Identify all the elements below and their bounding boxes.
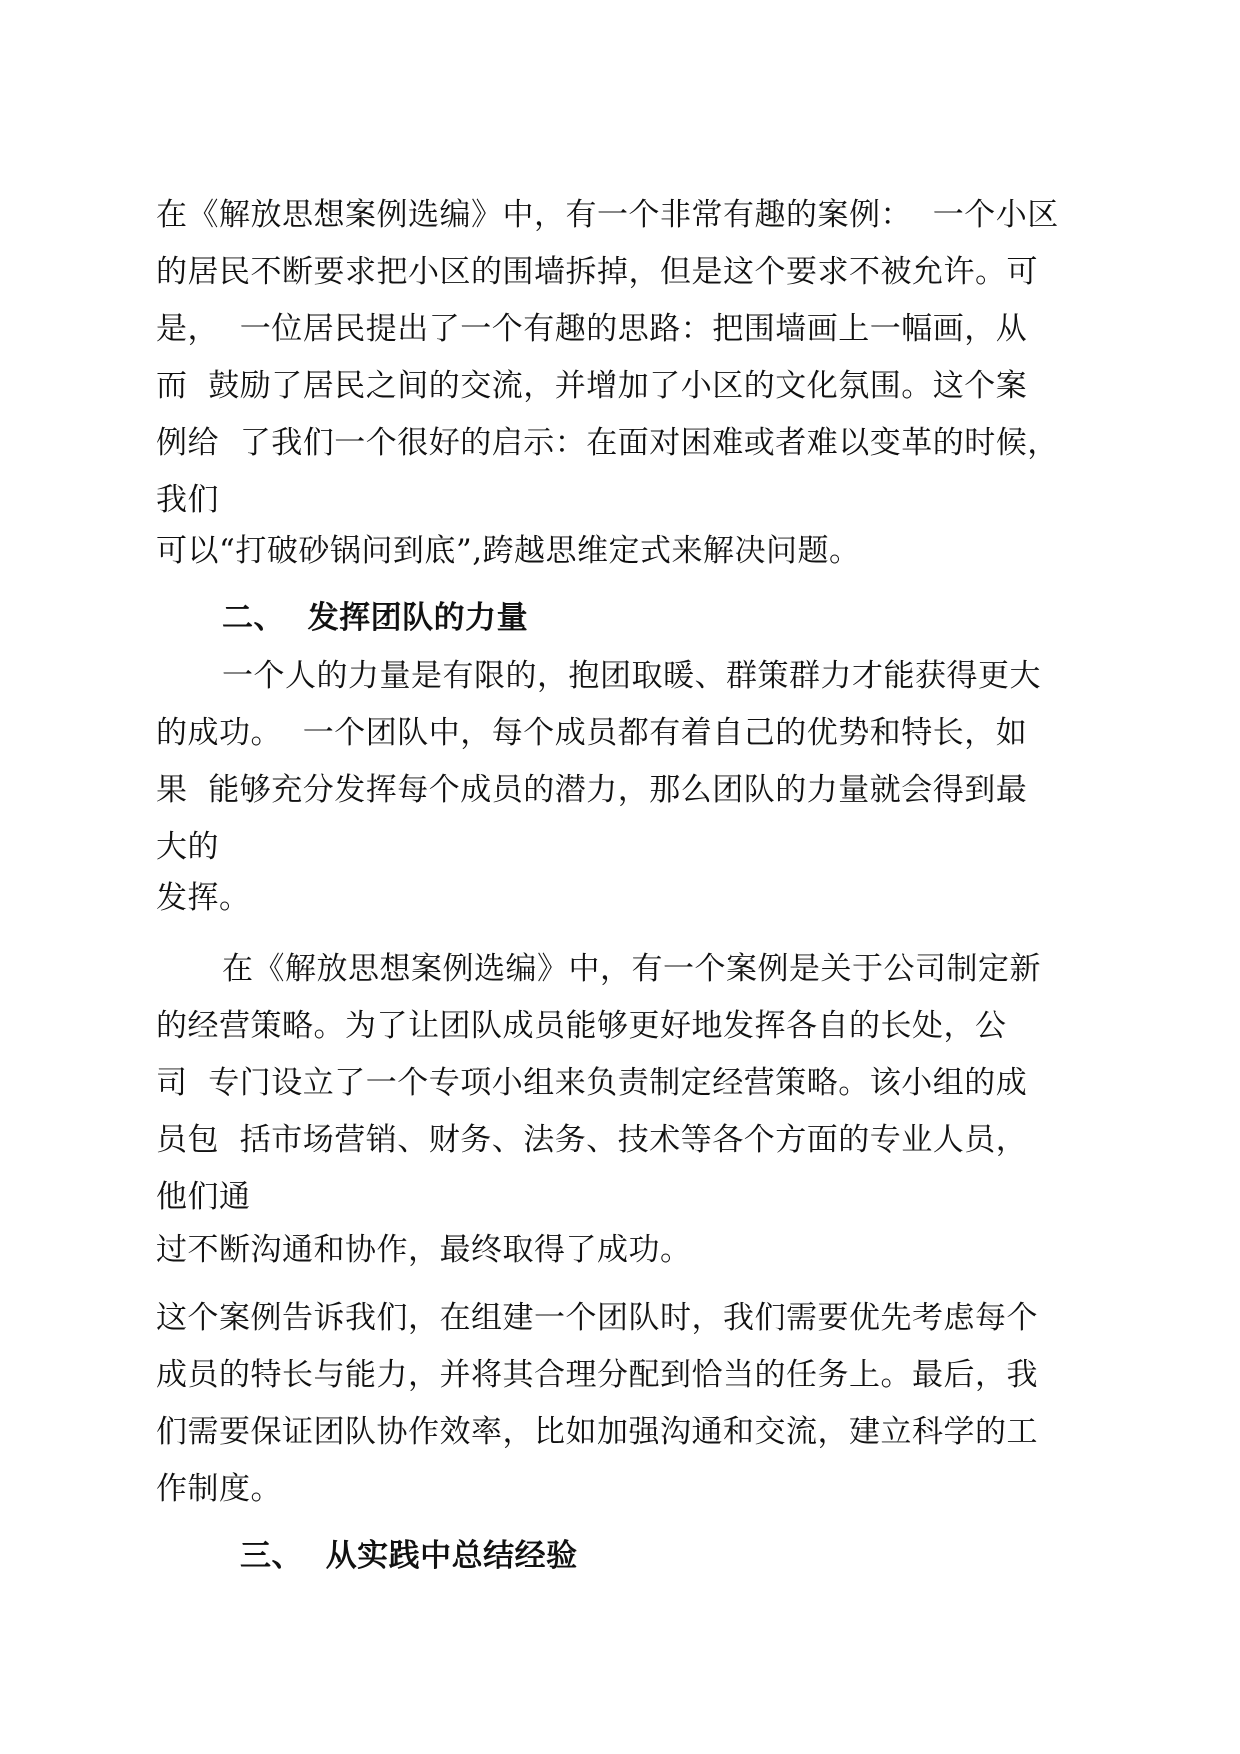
para1-line-2: 的居民不断要求把小区的围墙拆掉，但是这个要求不被允许。可 xyxy=(156,254,1038,290)
para3-line-2: 的经营策略。为了让团队成员能够更好地发挥各自的长处，公 xyxy=(156,1008,1007,1044)
para2-line-5: 发挥。 xyxy=(156,880,251,916)
para3-line-5: 他们通 xyxy=(156,1179,251,1215)
section-heading-2: 二、 发挥团队的力量 xyxy=(222,600,529,636)
para1-line-5: 例给 了我们一个很好的启示：在面对困难或者难以变革的时候， xyxy=(156,425,1059,461)
para1-line-1: 在《解放思想案例选编》中，有一个非常有趣的案例： 一个小区 xyxy=(156,197,1059,233)
para3-line-3: 司 专门设立了一个专项小组来负责制定经营策略。该小组的成 xyxy=(156,1065,1028,1101)
para3-line-4: 员包 括市场营销、财务、法务、技术等各个方面的专业人员， xyxy=(156,1122,1028,1158)
para2-line-2: 的成功。 一个团队中，每个成员都有着自己的优势和特长，如 xyxy=(156,715,1028,751)
para4-line-3: 们需要保证团队协作效率，比如加强沟通和交流，建立科学的工 xyxy=(156,1414,1038,1450)
para3-line-6: 过不断沟通和协作，最终取得了成功。 xyxy=(156,1232,692,1268)
section-heading-3: 三、 从实践中总结经验 xyxy=(240,1538,578,1574)
para4-line-4: 作制度。 xyxy=(156,1471,282,1507)
para3-line-1: 在《解放思想案例选编》中，有一个案例是关于公司制定新 xyxy=(222,951,1041,987)
para1-line-4: 而 鼓励了居民之间的交流，并增加了小区的文化氛围。这个案 xyxy=(156,368,1028,404)
para4-line-2: 成员的特长与能力，并将其合理分配到恰当的任务上。最后，我 xyxy=(156,1357,1038,1393)
para2-line-1: 一个人的力量是有限的，抱团取暖、群策群力才能获得更大 xyxy=(222,658,1041,694)
para2-line-3: 果 能够充分发挥每个成员的潜力，那么团队的力量就会得到最 xyxy=(156,772,1028,808)
para1-line-3: 是， 一位居民提出了一个有趣的思路：把围墙画上一幅画，从 xyxy=(156,311,1028,347)
para1-line-6: 我们 xyxy=(156,482,219,518)
para1-line-7: 可以“打破砂锅问到底”,跨越思维定式来解决问题。 xyxy=(156,533,861,569)
para4-line-1: 这个案例告诉我们，在组建一个团队时，我们需要优先考虑每个 xyxy=(156,1300,1038,1336)
para2-line-4: 大的 xyxy=(156,829,219,865)
